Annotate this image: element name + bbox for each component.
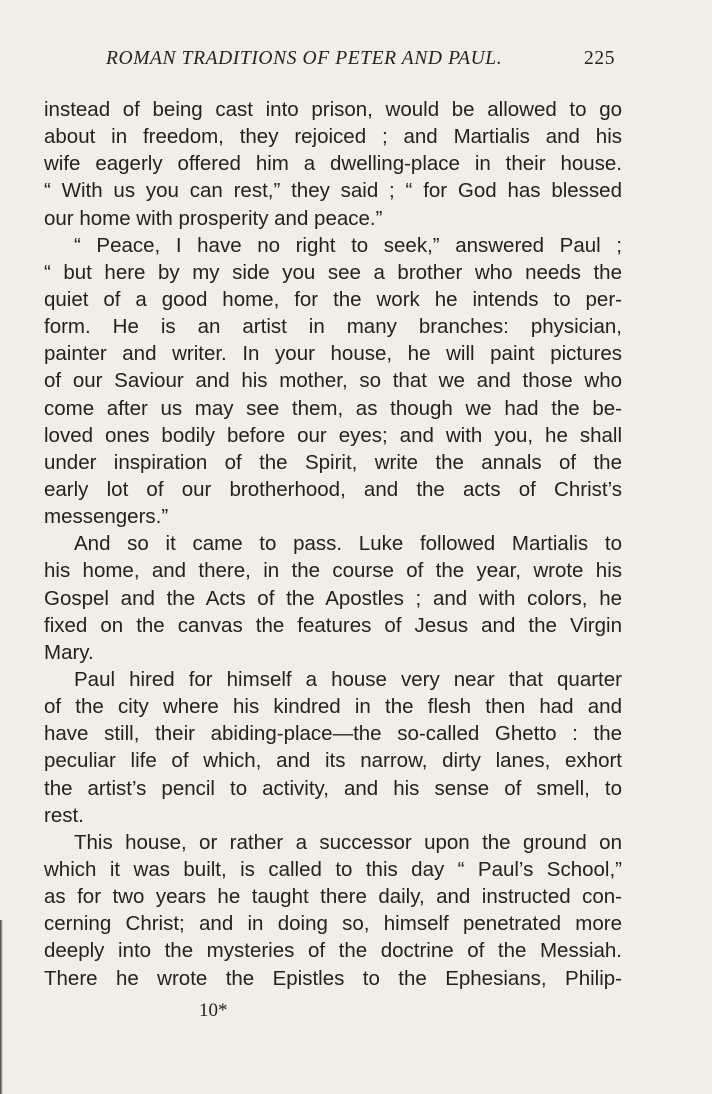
text-line: have still, their abiding-place—the so-called Ghetto : the [44,722,622,746]
text-line: loved ones bodily before our eyes; and with you, he shall [44,423,622,447]
text-line: of the city where his kindred in the flesh then had and [44,695,622,719]
text-line: our home with prosperity and peace.” [44,206,383,230]
text-line: about in freedom, they rejoiced ; and Martialis and his [44,125,622,149]
text-line: Mary. [44,640,94,664]
text-line: his home, and there, in the course of the year, wrote his [44,559,622,583]
text-line: This house, or rather a successor upon the ground on [74,830,622,854]
text-line: as for two years he taught there daily, and instructed con- [44,885,622,909]
page-number: 225 [584,48,616,69]
text-line: And so it came to pass. Luke followed Martialis to [74,532,622,556]
binding-edge [0,920,3,1094]
text-line: “ Peace, I have no right to seek,” answered Paul ; [74,233,622,257]
text-line: fixed on the canvas the features of Jesus and the Virgin [44,613,622,637]
text-line: quiet of a good home, for the work he intends to per- [44,287,622,311]
body-text [44,96,622,992]
text-line: come after us may see them, as though we had the be- [44,396,622,420]
text-line: instead of being cast into prison, would be allowed to go [44,98,622,121]
text-line: There he wrote the Epistles to the Ephesians, Philip- [44,966,622,990]
text-line: early lot of our brotherhood, and the acts of Christ’s [44,477,622,501]
text-line: cerning Christ; and in doing so, himself penetrated more [44,912,622,936]
text-line: under inspiration of the Spirit, write the annals of the [44,450,622,474]
signature-mark: 10* [199,1000,228,1021]
text-line: of our Saviour and his mother, so that we and those who [44,369,622,393]
text-line: wife eagerly offered him a dwelling-place in their house. [44,152,622,176]
text-line: “ With us you can rest,” they said ; “ for God has blessed [44,179,622,203]
text-line: “ but here by my side you see a brother who needs the [44,260,622,284]
text-line: peculiar life of which, and its narrow, dirty lanes, exhort [44,749,622,773]
text-line: painter and writer. In your house, he will paint pictures [44,342,622,366]
text-line: the artist’s pencil to activity, and his sense of smell, to [44,776,622,800]
text-line: deeply into the mysteries of the doctrine of the Messiah. [44,939,622,963]
text-line: which it was built, is called to this day “ Paul’s School,” [44,857,622,881]
text-line: Gospel and the Acts of the Apostles ; and with colors, he [44,586,622,610]
text-line: Paul hired for himself a house very near that quarter [74,667,622,691]
text-line: rest. [44,803,84,827]
running-head [106,48,626,70]
text-line: form. He is an artist in many branches: physician, [44,315,622,339]
running-head-title: ROMAN TRADITIONS OF PETER AND PAUL. [106,48,503,69]
text-line: messengers.” [44,505,169,529]
